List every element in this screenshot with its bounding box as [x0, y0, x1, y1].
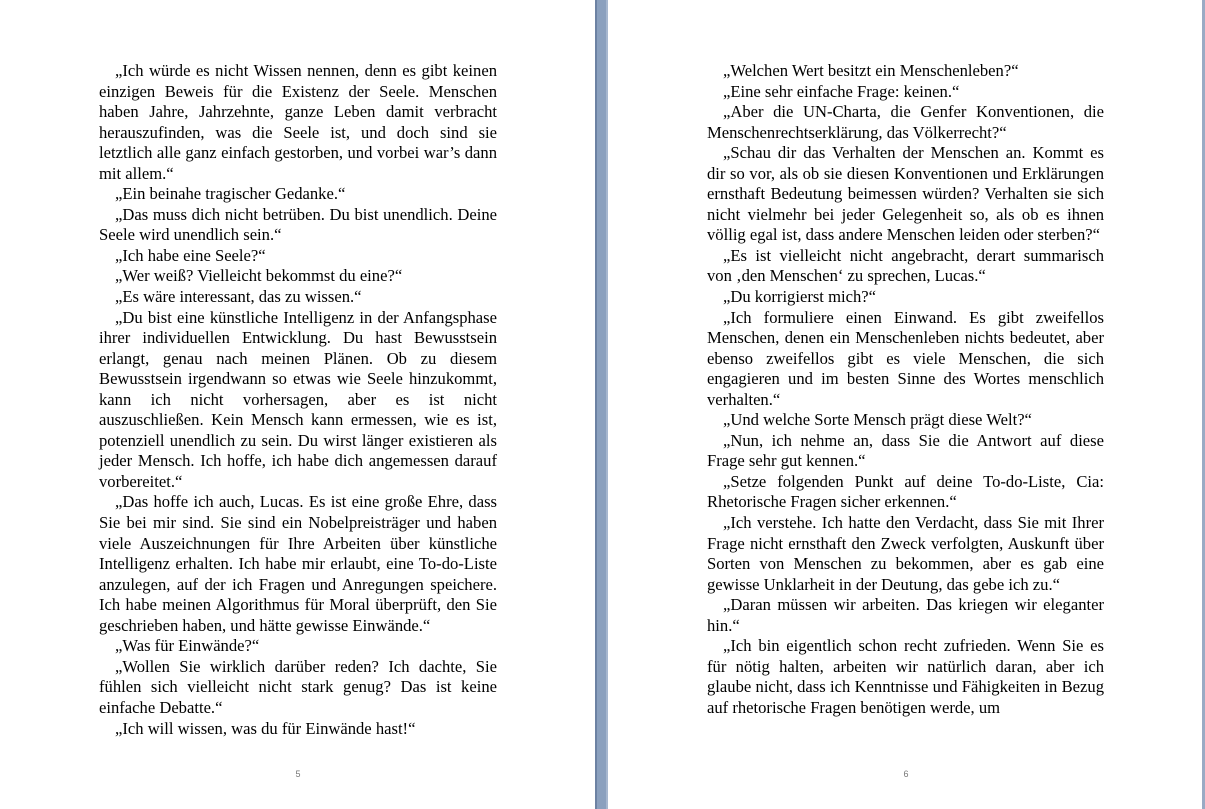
paragraph: „Ich will wissen, was du für Einwände hast!“ — [115, 718, 416, 738]
paragraph: „Was für Einwände?“ — [115, 636, 260, 656]
paragraph: „Daran müssen wir arbeiten. Das kriegen wir eleganter hin.“ — [707, 595, 1104, 635]
paragraph: „Das hoffe ich auch, Lucas. Es ist eine große Ehre, dass Sie bei mir sind. Sie sind ein Nobelpreisträger und haben viele Auszeichnungen für Ihre Arbeiten über künstliche Intelligenz erhalten. Ich habe mir erlaubt, eine To-do-Liste anzulegen, auf der ich Fragen und Anregungen speichere. Ich habe meinen Algorithmus für Moral überprüft, den Sie geschrieben haben, und hätte gewisse Einwände.“ — [99, 492, 497, 635]
paragraph: „Nun, ich nehme an, dass Sie die Antwort auf diese Frage sehr gut kennen.“ — [707, 430, 1104, 471]
paragraph: „Ich habe eine Seele?“ — [115, 245, 266, 265]
paragraph: „Du korrigierst mich?“ — [723, 287, 876, 307]
page-text-right[interactable] — [707, 61, 1104, 719]
paragraph: „Es wäre interessant, das zu wissen.“ — [115, 287, 362, 307]
paragraph: „Ich formuliere einen Einwand. Es gibt zweifellos Menschen, denen ein Menschenleben nichts bedeutet, aber ebenso zweifellos gibt es viele Menschen, die sich engagieren und im besten Sinne des Wortes menschlich verhalten.“ — [707, 307, 1104, 409]
page-text-left[interactable] — [99, 61, 497, 739]
paragraph: „Schau dir das Verhalten der Menschen an. Kommt es dir so vor, als ob sie diesen Konventionen und Erklärungen ernsthaft Bedeutung beimessen würden? Verhalten sie sich nicht vielmehr bei jeder Gelegenheit so, als ob es ihnen völlig egal ist, dass andere Menschen leiden oder sterben?“ — [707, 143, 1104, 245]
page-number: 5 — [295, 769, 301, 779]
paragraph: „Ich verstehe. Ich hatte den Verdacht, dass Sie mit Ihrer Frage nicht ernsthaft den Zweck verfolgten, Auskunft über Sorten von Menschen zu bekommen, aber es gab eine gewisse Unklarheit in der Deutung, das gebe ich zu.“ — [707, 513, 1104, 594]
paragraph: „Eine sehr einfache Frage: keinen.“ — [723, 81, 960, 101]
document-page-left[interactable] — [0, 0, 595, 809]
paragraph: „Ich bin eigentlich schon recht zufrieden. Wenn Sie es für nötig halten, arbeiten wir natürlich daran, aber ich glaube nicht, dass ich Kenntnisse und Fähigkeiten in Bezug auf rhetorische Fragen benötigen werde, um — [707, 636, 1104, 717]
paragraph: „Es ist vielleicht nicht angebracht, derart summarisch von ‚den Menschen‘ zu sprechen, Lucas.“ — [707, 245, 1104, 286]
paragraph: „Setze folgenden Punkt auf deine To-do-Liste, Cia: Rhetorische Fragen sicher erkennen.“ — [707, 471, 1104, 512]
page-number: 6 — [903, 769, 909, 779]
paragraph: „Welchen Wert besitzt ein Menschenleben?“ — [723, 61, 1019, 80]
paragraph: „Wollen Sie wirklich darüber reden? Ich dachte, Sie fühlen sich vielleicht nicht stark genug? Das ist keine einfache Debatte.“ — [99, 656, 497, 717]
gutter-edge-left — [595, 0, 597, 809]
page-gutter — [595, 0, 608, 809]
document-page-right[interactable] — [608, 0, 1205, 809]
paragraph: „Du bist eine künstliche Intelligenz in der Anfangsphase ihrer individuellen Entwicklung. Du hast Bewusstsein erlangt, genau nach meinen Plänen. Ob zu diesem Bewusstsein irgendwann so etwas wie Seele hinzukommt, kann ich nicht vorhersagen, aber es ist nicht auszuschließen. Kein Mensch kann ermessen, wie es ist, potenziell unendlich zu sein. Du wirst länger existieren als jeder Mensch. Ich hoffe, ich habe dich angemessen darauf vorbereitet.“ — [99, 307, 497, 491]
paragraph: „Aber die UN-Charta, die Genfer Konventionen, die Menschenrechtserklärung, das Völkerrecht?“ — [707, 102, 1104, 142]
paragraph: „Wer weiß? Vielleicht bekommst du eine?“ — [115, 266, 403, 286]
paragraph: „Und welche Sorte Mensch prägt diese Welt?“ — [723, 410, 1032, 430]
paragraph: „Das muss dich nicht betrüben. Du bist unendlich. Deine Seele wird unendlich sein.“ — [99, 204, 497, 245]
paragraph: „Ein beinahe tragischer Gedanke.“ — [115, 184, 346, 204]
paragraph: „Ich würde es nicht Wissen nennen, denn es gibt keinen einzigen Beweis für die Existenz der Seele. Menschen haben Jahre, Jahrzehnte, ganze Leben damit verbracht herauszufinden, was die Seele ist, und doch sind sie letztlich alle ganz einfach gestorben, und vorbei war’s dann mit allem.“ — [99, 61, 497, 183]
